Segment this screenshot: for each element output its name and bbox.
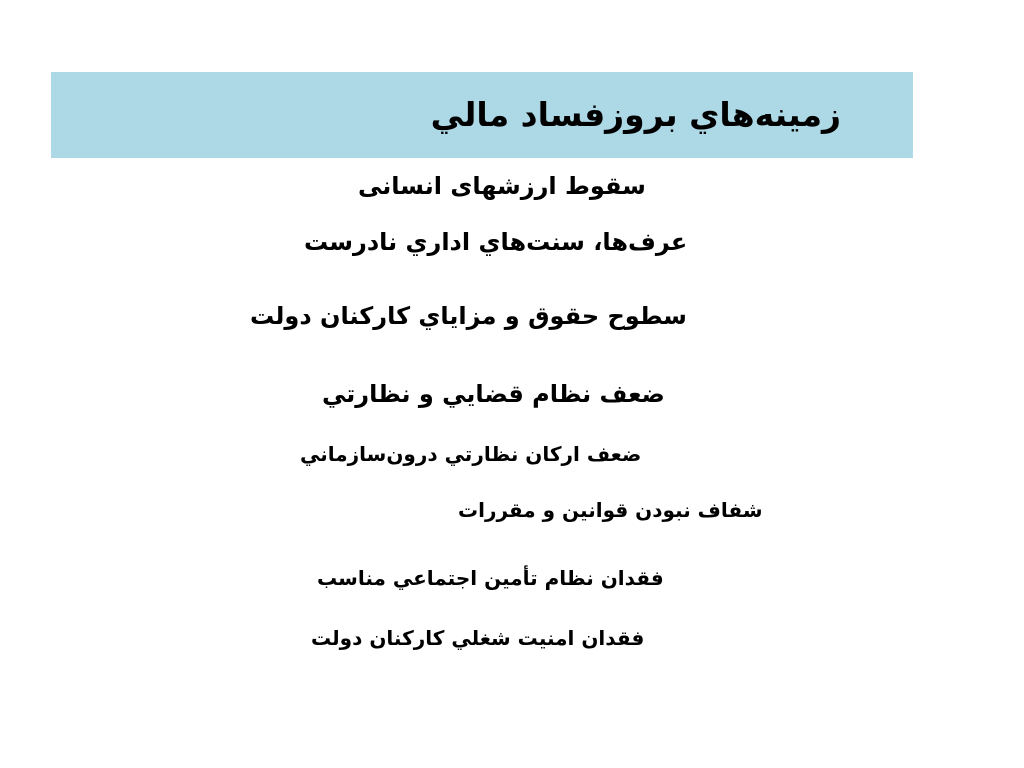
slide-title: زمينه‌هاي بروزفساد مالي bbox=[430, 95, 841, 134]
bullet-item-3: سطوح حقوق و مزاياي كاركنان دولت bbox=[250, 302, 687, 330]
bullet-item-2: عرف‌ها، سنت‌هاي اداري نادرست bbox=[304, 228, 688, 256]
bullet-item-6: شفاف نبودن قوانين و مقررات bbox=[458, 498, 763, 522]
bullet-item-7: فقدان نظام تأمين اجتماعي مناسب bbox=[317, 566, 664, 590]
bullet-item-8: فقدان امنيت شغلي كاركنان دولت bbox=[311, 626, 645, 650]
bullet-item-4: ضعف نظام قضايي و نظارتي bbox=[322, 380, 665, 408]
title-band bbox=[51, 72, 913, 158]
bullet-item-1: سقوط ارزشهای انسانی bbox=[358, 172, 646, 200]
bullet-item-5: ضعف اركان نظارتي درون‌سازماني bbox=[300, 442, 642, 466]
